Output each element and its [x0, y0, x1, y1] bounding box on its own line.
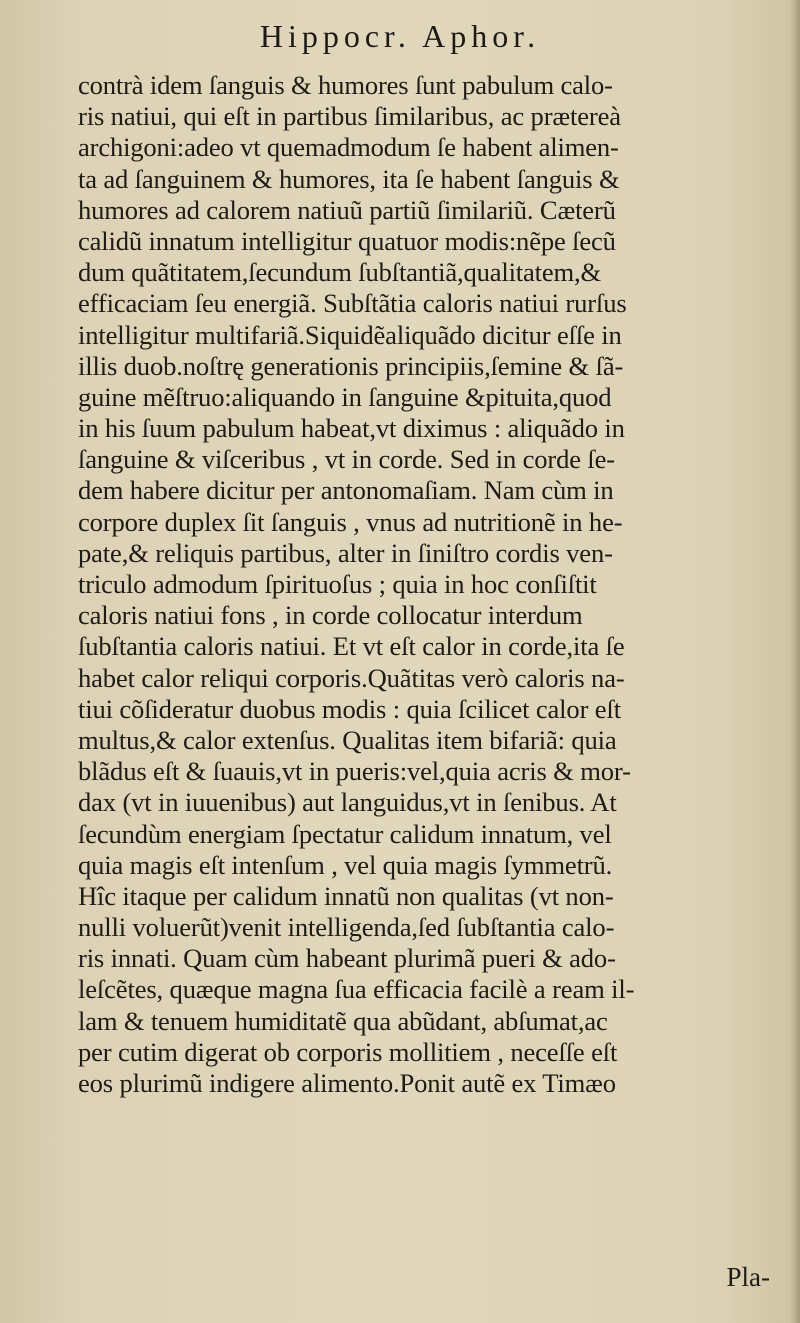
text-line: corpore duplex ſit ſanguis , vnus ad nutritionẽ in he-: [78, 506, 623, 537]
text-line: dax (vt in iuuenibus) aut languidus,vt in ſenibus. At: [78, 787, 617, 818]
body-text: [78, 70, 798, 1099]
text-line: blãdus eſt & ſuauis,vt in pueris:vel,quia acris & mor-: [78, 756, 631, 787]
text-line: leſcẽtes, quæque magna ſua efficacia facilè a ream il-: [78, 974, 635, 1005]
text-line: ſanguine & viſceribus , vt in corde. Sed in corde ſe-: [78, 444, 616, 475]
text-line: ris innati. Quam cùm habeant plurimã pueri & ado-: [78, 943, 616, 974]
text-line: archigoni:adeo vt quemadmodum ſe habent alimen-: [78, 132, 619, 163]
text-line: calidũ innatum intelligitur quatuor modis:nẽpe ſecũ: [78, 225, 616, 256]
catchword: Pla-: [726, 1262, 770, 1292]
text-line: ta ad ſanguinem & humores, ita ſe habent ſanguis &: [78, 163, 620, 194]
text-line: ſubſtantia caloris natiui. Et vt eſt calor in corde,ita ſe: [78, 631, 625, 662]
text-line: dem habere dicitur per antonomaſiam. Nam cùm in: [78, 475, 614, 506]
text-line: guine mẽſtruo:aliquando in ſanguine &pituita,quod: [78, 381, 612, 412]
text-line: tiui cõſideratur duobus modis : quia ſcilicet calor eſt: [78, 693, 621, 724]
text-line: habet calor reliqui corporis.Quãtitas verò caloris na-: [78, 662, 625, 693]
text-line: ſecundùm energiam ſpectatur calidum innatum, vel: [78, 818, 612, 849]
text-line: per cutim digerat ob corporis mollitiem , neceſſe eſt: [78, 1036, 618, 1067]
text-line: lam & tenuem humiditatẽ qua abũdant, abſumat,ac: [78, 1005, 608, 1036]
text-line: humores ad calorem natiuũ partiũ ſimilariũ. Cæterũ: [78, 194, 616, 225]
running-head: Hippocr. Aphor.: [259, 18, 541, 54]
text-line: contrà idem ſanguis & humores ſunt pabulum calo-: [78, 70, 613, 100]
text-line: illis duob.noſtrę generationis principiis,ſemine & ſã-: [78, 350, 624, 381]
text-line: Hîc itaque per calidum innatũ non qualitas (vt non-: [78, 880, 614, 911]
text-line: intelligitur multifariã.Siquidẽaliquãdo dicitur eſſe in: [78, 319, 622, 350]
text-line: pate,& reliquis partibus, alter in ſiniſtro cordis ven-: [78, 537, 613, 568]
text-line: nulli voluerũt)venit intelligenda,ſed ſubſtantia calo-: [78, 912, 615, 943]
text-line: efficaciam ſeu energiã. Subſtãtia caloris natiui rurſus: [78, 288, 627, 319]
text-line: dum quãtitatem,ſecundum ſubſtantiã,qualitatem,&: [78, 257, 602, 288]
text-line: caloris natiui fons , in corde collocatur interdum: [78, 600, 583, 631]
text-line: multus,& calor extenſus. Qualitas item bifariã: quia: [78, 724, 617, 755]
text-line: eos plurimũ indigere alimento.Ponit autẽ ex Timæo: [78, 1068, 616, 1098]
text-line: in his ſuum pabulum habeat,vt diximus : aliquãdo in: [78, 413, 625, 444]
text-line: triculo admodum ſpirituoſus ; quia in hoc conſiſtit: [78, 569, 597, 599]
text-line: quia magis eſt intenſum , vel quia magis ſymmetrũ.: [78, 849, 613, 880]
text-line: ris natiui, qui eſt in partibus ſimilaribus, ac prætereà: [78, 101, 621, 132]
